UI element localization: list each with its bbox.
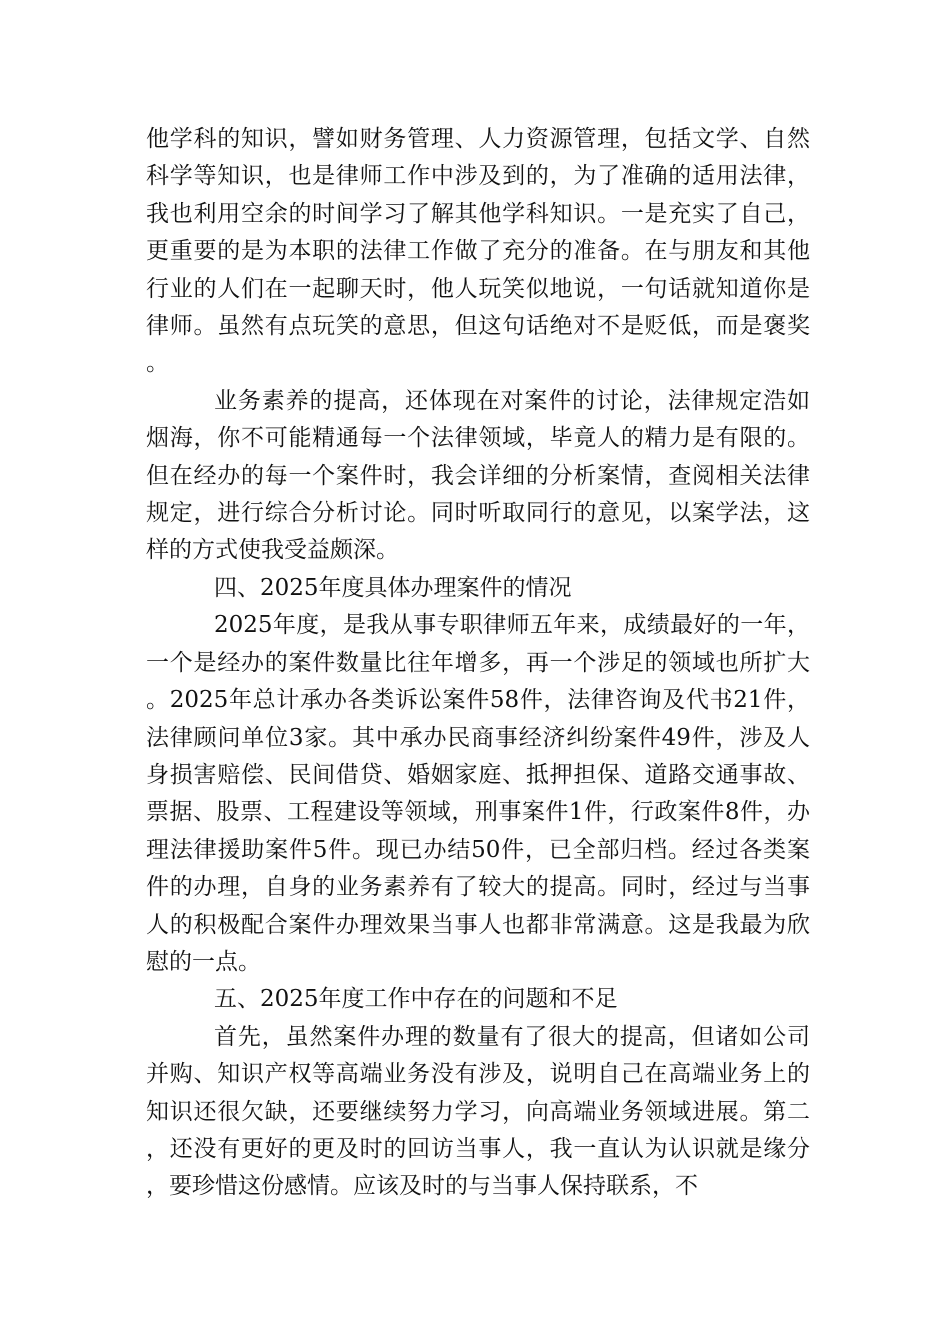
section-heading-cases: 四、2025年度具体办理案件的情况 <box>214 574 572 601</box>
paragraph-continuation: 他学科的知识，譬如财务管理、人力资源管理，包括文学、自然科学等知识，也是律师工作中涉及到的，为了准确的适用法律，我也利用空余的时间学习了解其他学科知识。一是充实了自己，更重要的是为本职的法律工作做了充分的准备。在与朋友和其他行业的人们在一起聊天时，他人玩笑似地说，一句话就知道你是律师。虽然有点玩笑的意思，但这句话绝对不是贬低，而是褒奖。 <box>146 126 810 377</box>
document-page <box>146 121 810 1206</box>
paragraph-case-summary: 2025年度，是我从事专职律师五年来，成绩最好的一年，一个是经办的案件数量比往年增多，再一个涉足的领域也所扩大。2025年总计承办各类诉讼案件58件，法律咨询及代书21件，法律顾问单位3家。其中承办民商事经济纠纷案件49件，涉及人身损害赔偿、民间借贷、婚姻家庭、抵押担保、道路交通事故、票据、股票、工程建设等领域，刑事案件1件，行政案件8件，办理法律援助案件5件。现已办结50件，已全部归档。经过各类案件的办理，自身的业务素养有了较大的提高。同时，经过与当事人的积极配合案件办理效果当事人也都非常满意。这是我最为欣慰的一点。 <box>146 612 810 975</box>
section-heading-problems: 五、2025年度工作中存在的问题和不足 <box>214 986 618 1013</box>
paragraph-business-quality: 业务素养的提高，还体现在对案件的讨论，法律规定浩如烟海，你不可能精通每一个法律领域，毕竟人的精力是有限的。但在经办的每一个案件时，我会详细的分析案情，查阅相关法律规定，进行综合分析讨论。同时听取同行的意见，以案学法，这样的方式使我受益颇深。 <box>146 387 810 564</box>
paragraph-problems: 首先，虽然案件办理的数量有了很大的提高，但诸如公司并购、知识产权等高端业务没有涉及，说明自己在高端业务上的知识还很欠缺，还要继续努力学习，向高端业务领域进展。第二，还没有更好的更及时的回访当事人，我一直认为认识就是缘分，要珍惜这份感情。应该及时的与当事人保持联系，不 <box>146 1023 810 1200</box>
